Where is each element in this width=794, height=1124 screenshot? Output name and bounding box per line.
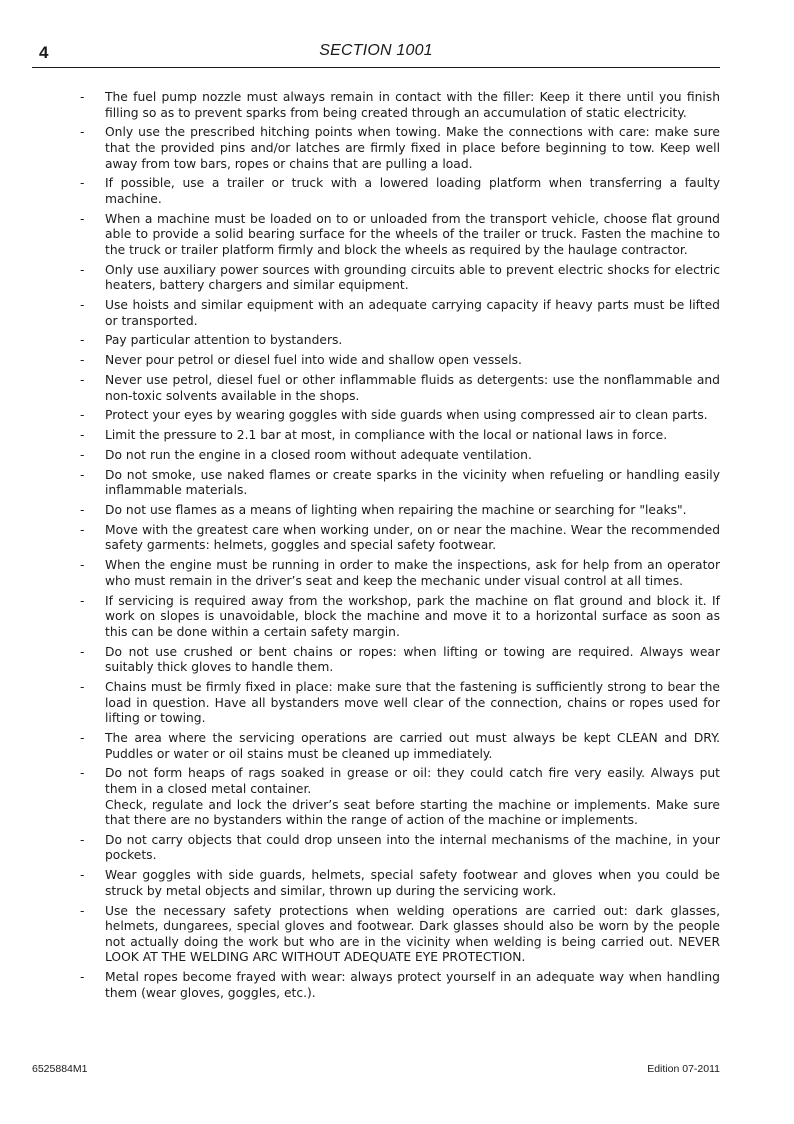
list-item: [80, 408, 720, 424]
dash-bullet-icon: -: [80, 298, 85, 313]
list-item: [80, 373, 720, 404]
list-item: [80, 766, 720, 828]
list-item: [80, 645, 720, 676]
edition-label: Edition 07-2011: [647, 1063, 720, 1075]
dash-bullet-icon: -: [80, 90, 85, 104]
list-item-text: Never pour petrol or diesel fuel into wide and shallow open vessels.: [105, 353, 522, 368]
dash-bullet-icon: -: [80, 679, 85, 694]
list-item-text: Do not run the engine in a closed room without adequate ventilation.: [105, 447, 532, 462]
dash-bullet-icon: -: [80, 467, 85, 482]
list-item-text: Only use auxiliary power sources with grounding circuits able to prevent electric shocks for electric heaters, battery chargers and similar equipment.: [105, 262, 720, 293]
list-item: [80, 731, 720, 762]
list-item: [80, 333, 720, 349]
list-item: [80, 468, 720, 499]
list-item: [80, 833, 720, 864]
dash-bullet-icon: -: [80, 970, 85, 985]
list-item: [80, 558, 720, 589]
list-item-text: The fuel pump nozzle must always remain in contact with the filler: Keep it there until you finish filling so as to prevent sparks from being created through an accumulation of static electricity.: [105, 90, 720, 120]
list-item-text: Do not carry objects that could drop unseen into the internal mechanisms of the machine, in your pockets.: [105, 832, 720, 863]
dash-bullet-icon: -: [80, 903, 85, 918]
dash-bullet-icon: -: [80, 868, 85, 883]
list-item: [80, 970, 720, 1001]
list-item-text: Do not form heaps of rags soaked in grease or oil: they could catch fire very easily. Always put them in a closed metal container.: [105, 766, 720, 796]
list-item-extra-text: Check, regulate and lock the driver’s seat before starting the machine or implements. Make sure that there are no bystanders within the range of action of the machine or implements.: [105, 797, 720, 828]
list-item: [80, 263, 720, 294]
list-item: [80, 353, 720, 369]
page-header: [32, 40, 720, 68]
section-title: SECTION 1001: [319, 42, 433, 59]
list-item: [80, 212, 720, 259]
list-item-text: Only use the prescribed hitching points when towing. Make the connections with care: make sure that the provided pins and/or latches are firmly fixed in place before beginning to tow. Keep well away from tow bars, ropes or chains that are pulling a load.: [105, 125, 720, 171]
dash-bullet-icon: -: [80, 333, 85, 348]
list-item: [80, 90, 720, 121]
dash-bullet-icon: -: [80, 593, 85, 608]
list-item-text: When the engine must be running in order to make the inspections, ask for help from an operator who must remain in the driver’s seat and keep the mechanic under visual control at all times.: [105, 558, 720, 588]
list-item: [80, 298, 720, 329]
dash-bullet-icon: -: [80, 766, 85, 781]
dash-bullet-icon: -: [80, 428, 85, 443]
list-item-text: The area where the servicing operations are carried out must always be kept CLEAN and DRY. Puddles or water or oil stains must be cleaned up immediately.: [105, 730, 720, 761]
list-item: [80, 428, 720, 444]
dash-bullet-icon: -: [80, 408, 85, 423]
dash-bullet-icon: -: [80, 447, 85, 462]
list-item-text: Never use petrol, diesel fuel or other inflammable fluids as detergents: use the nonflammable and non-toxic solvents available in the shops.: [105, 373, 720, 403]
page-number: 4: [39, 43, 49, 62]
list-item: [80, 448, 720, 464]
list-item-text: Chains must be firmly fixed in place: make sure that the fastening is sufficiently strong to bear the load in question. Have all bystanders move well clear of the connection, chains or ropes used for lifting or towing.: [105, 679, 720, 726]
dash-bullet-icon: -: [80, 558, 85, 573]
list-item-text: Do not smoke, use naked flames or create sparks in the vicinity when refueling or handling easily inflammable materials.: [105, 467, 720, 498]
list-item: [80, 523, 720, 554]
list-item-text: Move with the greatest care when working under, on or near the machine. Wear the recommended safety garments: helmets, goggles and special safety footwear.: [105, 522, 720, 553]
dash-bullet-icon: -: [80, 211, 85, 226]
list-item-text: Use hoists and similar equipment with an adequate carrying capacity if heavy parts must be lifted or transported.: [105, 298, 720, 328]
list-item-text: Do not use crushed or bent chains or ropes: when lifting or towing are required. Always wear suitably thick gloves to handle them.: [105, 644, 720, 675]
list-item-text: If servicing is required away from the workshop, park the machine on flat ground and block it. If work on slopes is unavoidable, block the machine and move it to a horizontal surface as soon as this can be done within a certain safety margin.: [105, 593, 720, 639]
list-item-text: Metal ropes become frayed with wear: always protect yourself in an adequate way when handling them (wear gloves, goggles, etc.).: [105, 970, 720, 1000]
dash-bullet-icon: -: [80, 125, 85, 140]
list-item: [80, 594, 720, 641]
dash-bullet-icon: -: [80, 522, 85, 537]
list-item: [80, 503, 720, 519]
list-item-text: Protect your eyes by wearing goggles with side guards when using compressed air to clean parts.: [105, 408, 708, 423]
dash-bullet-icon: -: [80, 176, 85, 191]
list-item-text: Use the necessary safety protections when welding operations are carried out: dark glasses, helmets, dungarees, special gloves and footwear. Dark glasses should also be worn by the people not actually doing the work but who are in the vicinity when welding is being carried out. NEVER LOOK AT THE WELDING ARC WITHOUT ADEQUATE EYE PROTECTION.: [105, 903, 720, 965]
list-item: [80, 904, 720, 966]
list-item-text: If possible, use a trailer or truck with a lowered loading platform when transferring a faulty machine.: [105, 176, 720, 206]
list-item-text: When a machine must be loaded on to or unloaded from the transport vehicle, choose flat ground able to provide a solid bearing surface for the wheels of the trailer or truck. Fasten the machine to the truck or trailer platform firmly and block the wheels as required by the haulage contractor.: [105, 211, 720, 257]
list-item-text: Wear goggles with side guards, helmets, special safety footwear and gloves when you could be struck by metal objects and similar, thrown up during the servicing work.: [105, 868, 720, 898]
header-rule: [32, 67, 720, 68]
dash-bullet-icon: -: [80, 832, 85, 847]
list-item: [80, 868, 720, 899]
dash-bullet-icon: -: [80, 373, 85, 387]
list-item-text: Limit the pressure to 2.1 bar at most, in compliance with the local or national laws in force.: [105, 428, 668, 443]
document-code: 6525884M1: [32, 1063, 88, 1075]
list-item-text: Pay particular attention to bystanders.: [105, 333, 343, 348]
list-item: [80, 125, 720, 172]
dash-bullet-icon: -: [80, 644, 85, 659]
list-item: [80, 176, 720, 207]
list-item-text: Do not use flames as a means of lighting when repairing the machine or searching for "leaks".: [105, 503, 687, 518]
list-item: [80, 680, 720, 727]
safety-instructions-list: [80, 90, 720, 1006]
dash-bullet-icon: -: [80, 730, 85, 745]
dash-bullet-icon: -: [80, 353, 85, 368]
dash-bullet-icon: -: [80, 262, 85, 277]
dash-bullet-icon: -: [80, 503, 85, 518]
